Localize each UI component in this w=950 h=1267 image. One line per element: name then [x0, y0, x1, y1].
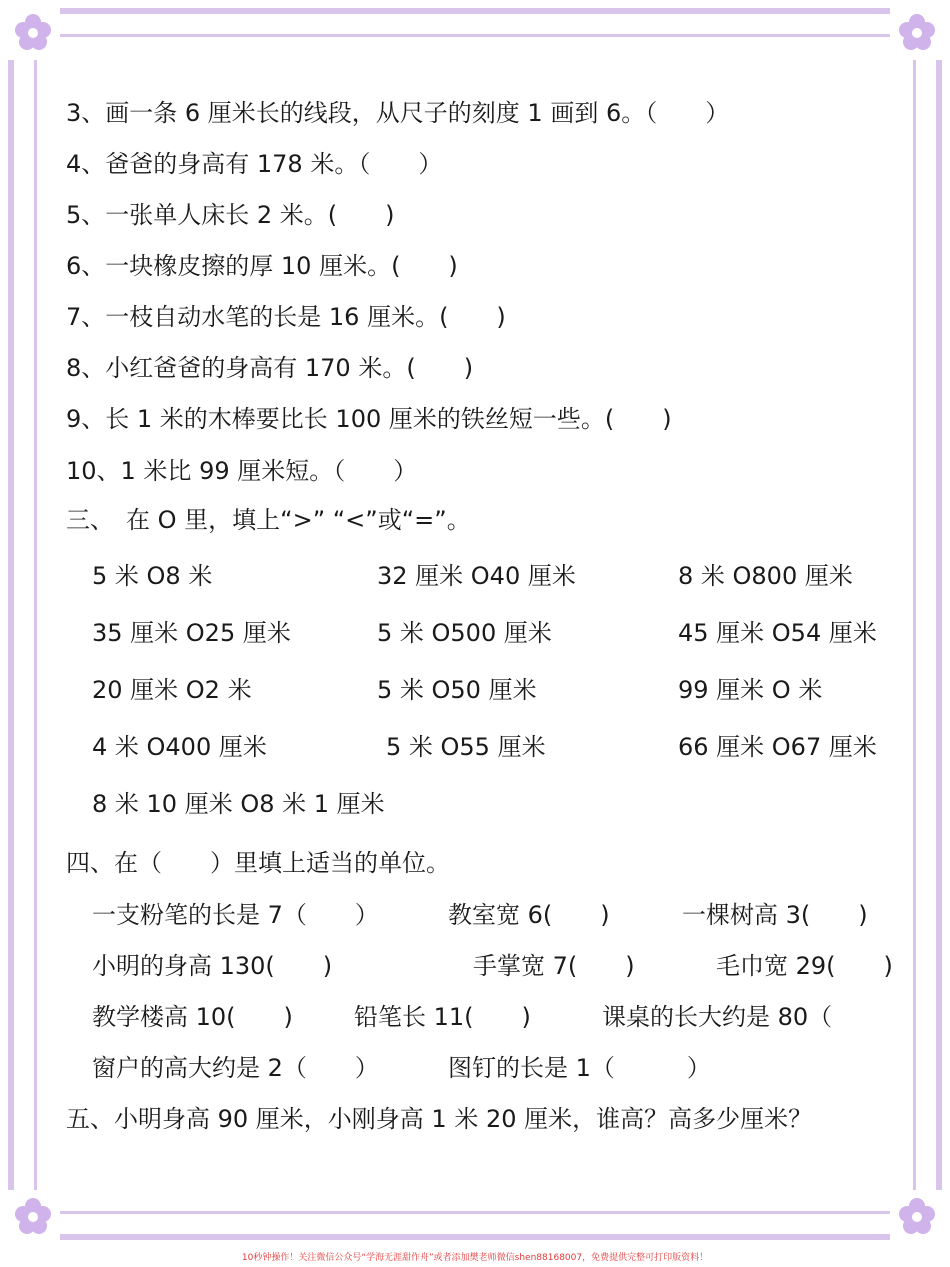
corner-flower-icon [890, 6, 944, 60]
judgment-item: 4、爸爸的身高有 178 米。（ ） [66, 150, 443, 178]
compare-item: 66 厘米 O67 厘米 [678, 733, 877, 761]
compare-item: 5 米 O50 厘米 [377, 676, 537, 704]
compare-item: 4 米 O400 厘米 [92, 733, 267, 761]
compare-item: 35 厘米 O25 厘米 [92, 619, 291, 647]
compare-item: 32 厘米 O40 厘米 [377, 562, 576, 590]
judgment-item: 7、一枝自动水笔的长是 16 厘米。( ) [66, 303, 506, 331]
unit-item: 窗户的高大约是 2（ ） [92, 1054, 379, 1082]
judgment-item: 8、小红爸爸的身高有 170 米。( ) [66, 354, 474, 382]
compare-item: 8 米 O800 厘米 [678, 562, 853, 590]
unit-item: 小明的身高 130( ) [92, 952, 333, 980]
unit-item: 手掌宽 7( ) [473, 952, 635, 980]
unit-item: 教室宽 6( ) [448, 901, 610, 929]
judgment-item: 3、画一条 6 厘米长的线段，从尺子的刻度 1 画到 6。（ ） [66, 99, 730, 127]
footer-note: 10秒钟操作！关注微信公众号“学海无涯甜作舟”或者添加樊老师微信shen88168007，免费提供完整可打印版资料！ [241, 1253, 709, 1263]
section-3-title: 三、 在 O 里，填上“>” “<”或“=”。 [66, 506, 471, 534]
corner-flower-icon [890, 1190, 944, 1244]
unit-item: 教学楼高 10( ) [92, 1003, 293, 1031]
compare-item: 5 米 O8 米 [92, 562, 213, 590]
judgment-item: 10、1 米比 99 厘米短。（ ） [66, 457, 418, 485]
unit-item: 一支粉笔的长是 7（ ） [92, 901, 379, 929]
unit-item: 铅笔长 11( ) [354, 1003, 531, 1031]
unit-item: 毛巾宽 29( ) [716, 952, 893, 980]
compare-item: 99 厘米 O 米 [678, 676, 823, 704]
compare-item: 5 米 O55 厘米 [386, 733, 546, 761]
corner-flower-icon [6, 6, 60, 60]
compare-item: 20 厘米 O2 米 [92, 676, 252, 704]
judgment-item: 6、一块橡皮擦的厚 10 厘米。( ) [66, 252, 458, 280]
compare-item: 45 厘米 O54 厘米 [678, 619, 877, 647]
corner-flower-icon [6, 1190, 60, 1244]
unit-item: 图钉的长是 1（ ） [448, 1054, 711, 1082]
judgment-item: 5、一张单人床长 2 米。( ) [66, 201, 395, 229]
compare-item: 5 米 O500 厘米 [377, 619, 552, 647]
unit-item: 一棵树高 3( ) [682, 901, 868, 929]
compare-item: 8 米 10 厘米 O8 米 1 厘米 [92, 790, 385, 818]
section-5-question: 五、小明身高 90 厘米，小刚身高 1 米 20 厘米，谁高？高多少厘米？ [66, 1105, 813, 1133]
section-4-title: 四、在（ ）里填上适当的单位。 [66, 849, 450, 877]
unit-item: 课桌的长大约是 80（ [602, 1003, 833, 1031]
judgment-item: 9、长 1 米的木棒要比长 100 厘米的铁丝短一些。( ) [66, 405, 672, 433]
